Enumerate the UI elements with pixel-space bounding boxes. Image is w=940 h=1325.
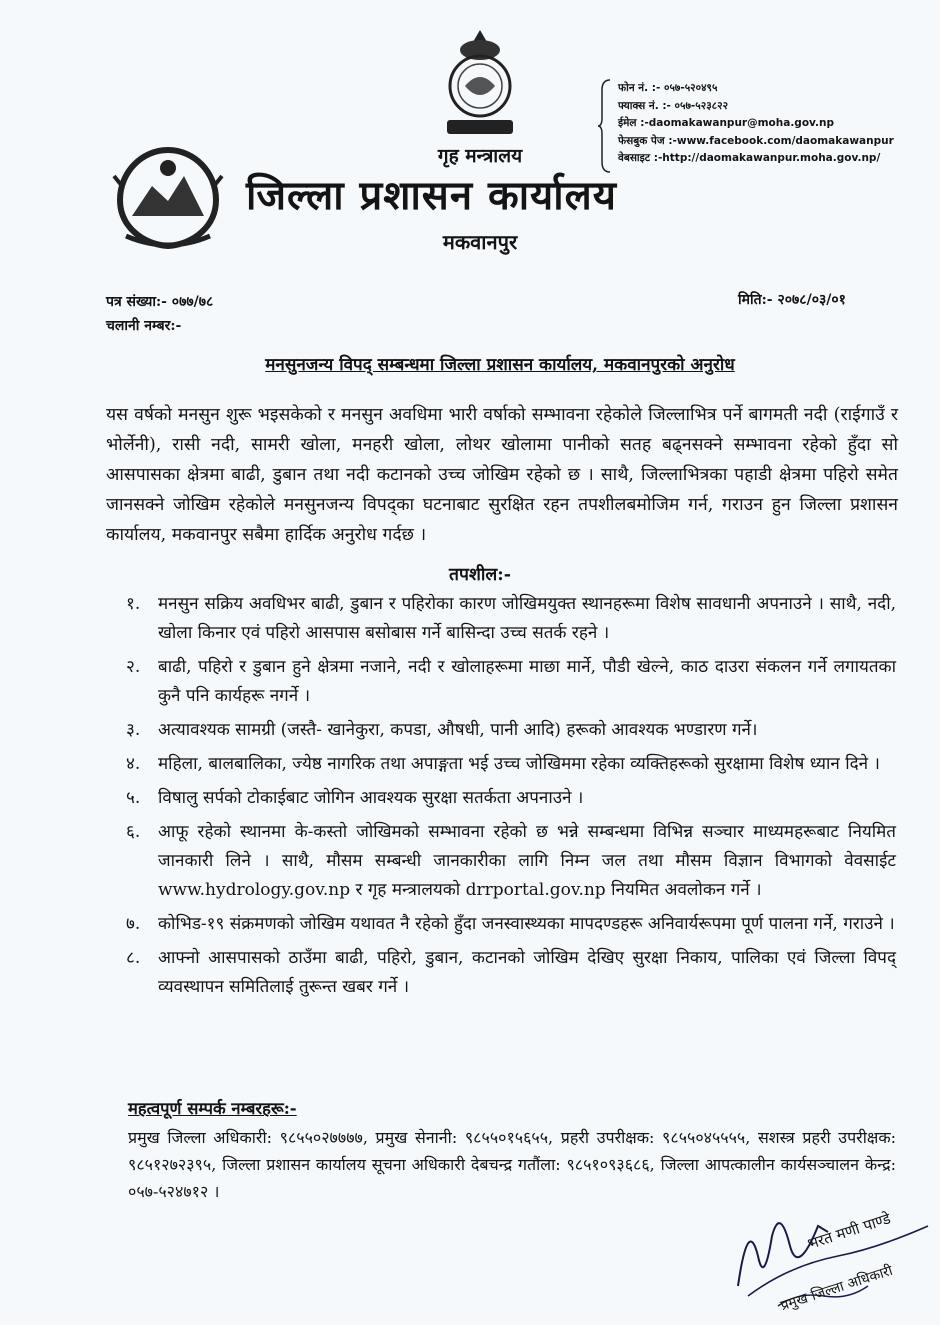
item-number: ३. <box>126 720 141 740</box>
contact-info <box>618 80 894 168</box>
item-number: ६. <box>126 822 141 842</box>
office-title: जिल्ला प्रशासन कार्यालय <box>246 172 617 219</box>
dispatch-number: चलानी नम्बर:- <box>106 318 182 334</box>
contact-email[interactable]: ईमेल :-daomakawanpur@moha.gov.np <box>618 117 835 129</box>
signatory-name: भरत मणी पाण्डे <box>805 1209 893 1254</box>
contact-website[interactable]: वेबसाइट :-http://daomakawanpur.moha.gov.np/ <box>618 152 881 164</box>
reference-block <box>106 290 213 338</box>
item-number: ७. <box>126 914 141 934</box>
item-text: आफ्नो आसपासको ठाउँमा बाढी, पहिरो, डुबान, कटानको जोखिम देखिए सुरक्षा निकाय, पालिका एवं जिल्ला विपद् व्यवस्थापन समितिलाई तुरून्त खबर गर्ने । <box>158 948 896 997</box>
details-heading: तपशील:- <box>449 565 511 585</box>
item-text: बाढी, पहिरो र डुबान हुने क्षेत्रमा नजाने, नदी र खोलाहरूमा माछा मार्ने, पौडी खेल्ने, काठ दाउरा संकलन गर्ने लगायतका कुनै पनि कार्यहरू नगर्ने । <box>158 657 896 706</box>
item-number: ४. <box>126 754 141 774</box>
nepal-government-emblem-seal <box>425 28 535 140</box>
contact-phone: फोन नं. :- ०५७-५२०४९५ <box>618 82 718 94</box>
item-number: ८. <box>126 948 141 968</box>
item-text: अत्यावश्यक सामग्री (जस्तै- खानेकुरा, कपडा, औषधी, पानी आदि) हरूको आवश्यक भण्डारण गर्ने। <box>158 720 758 740</box>
item-number: २. <box>126 657 141 677</box>
intro-paragraph: यस वर्षको मनसुन शुरू भइसकेको र मनसुन अवधिमा भारी वर्षाको सम्भावना रहेकोले जिल्लाभित्र पर्ने बागमती नदी (राईगाउँ र भोर्लेनी), रासी नदी, सामरी खोला, मनहरी खोला, लोथर खोलामा पानीको सतह बढ्नसक्ने सम्भावना रहेको हुँदा सो आसपासका क्षेत्रमा बाढी, डुबान तथा नदी कटानको उच्च जोखिम रहेको छ । साथै, जिल्लाभित्रका पहाडी क्षेत्रमा पहिरो समेत जानसक्ने जोखिम रहेकोले मनसुनजन्य विपद्का घटनाबाट सुरक्षित रहन तपशीलबमोजिम गर्न, गराउन हुन जिल्ला प्रशासन कार्यालय, मकवानपुर सबैमा हार्दिक अनुरोध गर्दछ । <box>106 405 898 545</box>
item-text: विषालु सर्पको टोकाईबाट जोगिन आवश्यक सुरक्षा सतर्कता अपनाउने । <box>158 788 584 808</box>
contacts-list: प्रमुख जिल्ला अधिकारी: ९८५५०२७७७७, प्रमुख सेनानी: ९८५५०१५६५५, प्रहरी उपरीक्षक: ९८५५०४५५५५, सशस्त्र प्रहरी उपरीक्षक: ९८५१२७२३९५, जिल्ला प्रशासन कार्यालय सूचना अधिकारी देबचन्द्र गतौंला: ९८५१०९३६८६, जिल्ला आपत्कालीन कार्यसञ्चालन केन्द्र: ०५७-५२४७१२ । <box>128 1128 896 1201</box>
contacts-heading: महत्वपूर्ण सम्पर्क नम्बरहरू:- <box>128 1099 297 1118</box>
contact-fax: फ्याक्स नं. :- ०५७-५२३८२२ <box>618 99 729 112</box>
letter-number: पत्र संख्या:- ०७७/७८ <box>106 294 214 310</box>
item-text: कोभिड-१९ संक्रमणको जोखिम यथावत नै रहेको हुँदा जनस्वास्थ्यका मापदण्डहरू अनिवार्यरूपमा पूर्ण पालना गर्ने, गराउने । <box>158 914 895 934</box>
letter-date: मिति:- २०७८/०३/०१ <box>738 292 846 308</box>
handwritten-signature <box>728 1196 940 1325</box>
item-text: मनसुन सक्रिय अवधिभर बाढी, डुबान र पहिरोका कारण जोखिमयुक्त स्थानहरूमा विशेष सावधानी अपनाउने । साथै, नदी, खोला किनार एवं पहिरो आसपास बसोबास गर्ने बासिन्दा उच्च सतर्क रहने । <box>158 594 896 643</box>
item-text: आफू रहेको स्थानमा के-कस्तो जोखिमको सम्भावना रहेको छ भन्ने सम्बन्धमा विभिन्न सञ्चार माध्यमहरूबाट नियमित जानकारी लिने । साथै, मौसम सम्बन्धी जानकारीका लागि निम्न जल तथा मौसम विज्ञान विभागको वेवसाईट www.hydrology.gov.np र गृह मन्त्रालयको drrportal.gov.np नियमित अवलोकन गर्ने । <box>158 822 896 900</box>
contact-facebook[interactable]: फेसबुक पेज :-www.facebook.com/daomakawanpur <box>618 134 894 147</box>
list-item <box>126 784 896 813</box>
item-number: १. <box>126 594 141 614</box>
list-item <box>126 818 896 905</box>
ministry-name: गृह मन्त्रालय <box>437 145 523 167</box>
list-item <box>126 944 896 1002</box>
signatory-title: प्रमुख जिल्ला अधिकारी <box>778 1262 895 1315</box>
district-name: मकवानपुर <box>442 230 518 254</box>
item-text: महिला, बालबालिका, ज्येष्ठ नागरिक तथा अपाङ्गता भई उच्च जोखिममा रहेका व्यक्तिहरूको सुरक्षामा विशेष ध्यान दिने । <box>158 754 880 774</box>
list-item <box>126 910 896 939</box>
contact-brace <box>598 78 612 174</box>
item-number: ५. <box>126 788 141 808</box>
instruction-list <box>126 590 896 1007</box>
list-item <box>126 716 896 745</box>
letter-subject: मनसुनजन्य विपद् सम्बन्धमा जिल्ला प्रशासन कार्यालय, मकवानपुरको अनुरोध <box>265 355 735 375</box>
list-item <box>126 750 896 779</box>
list-item <box>126 653 896 711</box>
coat-of-arms-logo <box>112 146 224 250</box>
list-item <box>126 590 896 648</box>
